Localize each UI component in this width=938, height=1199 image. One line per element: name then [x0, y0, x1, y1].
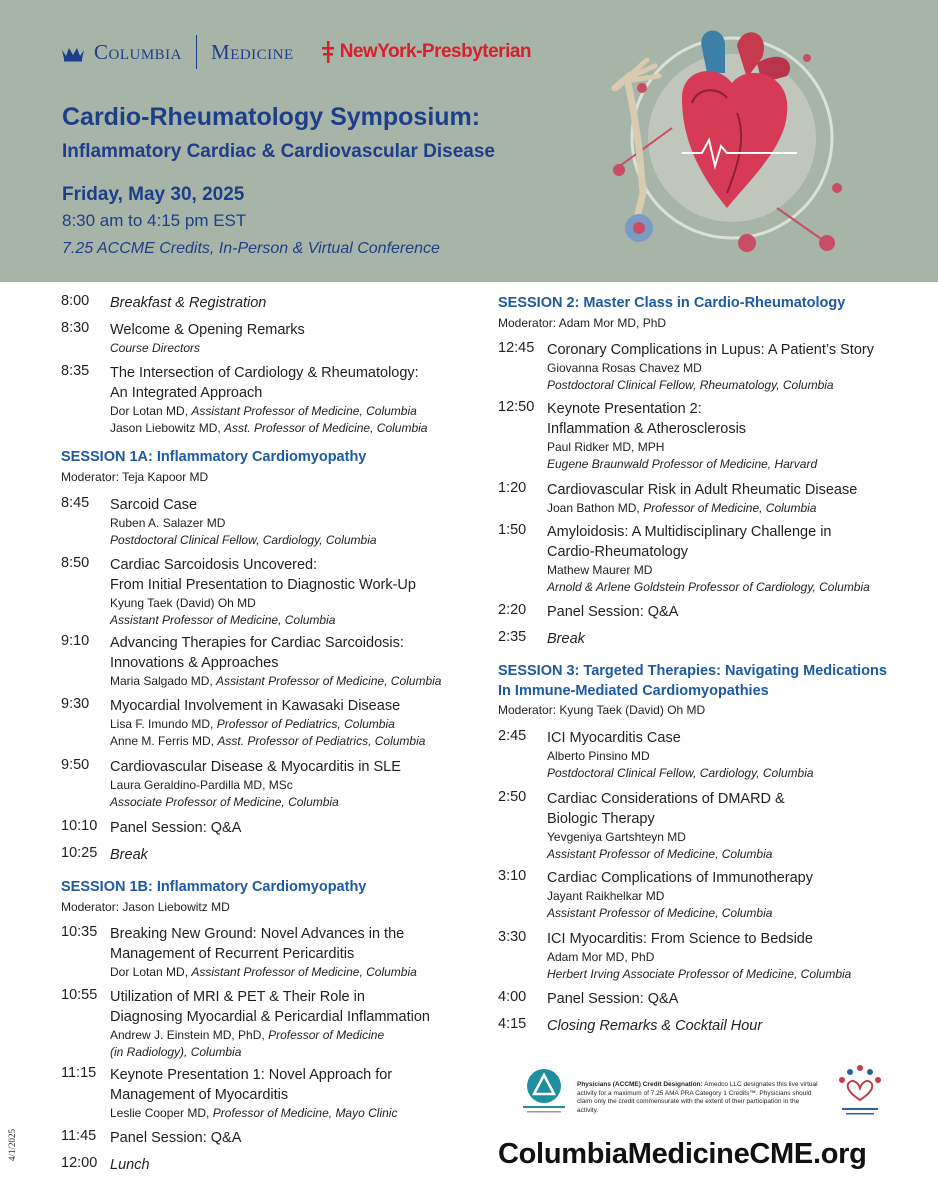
logo-divider	[196, 35, 197, 69]
agenda-title: Cardiac Complications of Immunotherapy	[547, 870, 813, 886]
agenda-title: Closing Remarks & Cocktail Hour	[547, 1018, 763, 1034]
agenda-role: Assistant Professor of Medicine, Columbia	[216, 674, 442, 688]
agenda-role: Postdoctoral Clinical Fellow, Cardiology, Columbia	[110, 533, 377, 547]
agenda-role: Arnold & Arlene Goldstein Professor of Cardiology, Columbia	[547, 580, 870, 594]
agenda-time: 11:15	[61, 1065, 97, 1081]
print-date: 4/1/2025	[7, 1129, 17, 1162]
agenda-time: 8:35	[61, 363, 90, 379]
agenda-speaker: Course Directors	[110, 341, 201, 355]
crown-icon	[60, 42, 86, 62]
agenda-title: Cardiovascular Risk in Adult Rheumatic Disease	[547, 482, 858, 498]
agenda-time: 12:50	[498, 399, 535, 415]
agenda-role: Asst. Professor of Pediatrics, Columbia	[217, 734, 426, 748]
agenda-speaker: Joan Bathon MD,	[547, 501, 644, 515]
agenda-title: Panel Session: Q&A	[110, 820, 242, 836]
agenda-role: Assistant Professor of Medicine, Columbia	[191, 965, 417, 979]
session-title: SESSION 3: Targeted Therapies: Navigating Medications	[498, 663, 887, 679]
agenda-title: Keynote Presentation 2:	[547, 401, 702, 417]
agenda-time: 2:50	[498, 789, 527, 805]
medicine-logo-text: Medicine	[211, 39, 294, 64]
agenda-time: 10:55	[61, 987, 98, 1003]
agenda-speaker: Mathew Maurer MD	[547, 563, 653, 577]
agenda-speaker: Ruben A. Salazer MD	[110, 516, 226, 530]
website-url[interactable]: ColumbiaMedicineCME.org	[498, 1138, 867, 1170]
joint-accreditation-logo	[515, 1066, 573, 1116]
agenda-title: Myocardial Involvement in Kawasaki Disease	[110, 698, 401, 714]
agenda-speaker: Dor Lotan MD,	[110, 404, 192, 418]
agenda-time: 4:15	[498, 1016, 527, 1032]
agenda-time: 8:45	[61, 495, 90, 511]
agenda-title: Panel Session: Q&A	[547, 604, 679, 620]
agenda-time: 3:30	[498, 929, 527, 945]
agenda-role: Assistant Professor of Medicine, Columbia	[547, 847, 773, 861]
page-title: Cardio-Rheumatology Symposium:	[62, 103, 481, 131]
accreditation-label: Physicians (ACCME) Credit Designation:	[577, 1081, 703, 1088]
event-credits: 7.25 ACCME Credits, In-Person & Virtual Conference	[62, 240, 440, 257]
agenda-time: 12:45	[498, 340, 535, 356]
agenda-speaker: Yevgeniya Gartshteyn MD	[547, 830, 686, 844]
agenda-title: Amyloidosis: A Multidisciplinary Challenge in	[547, 524, 832, 540]
agenda-speaker: Kyung Taek (David) Oh MD	[110, 596, 256, 610]
agenda-title-cont: Cardio-Rheumatology	[547, 544, 689, 560]
agenda-role: Professor of Medicine	[268, 1028, 385, 1042]
agenda-time: 9:30	[61, 696, 90, 712]
event-time: 8:30 am to 4:15 pm EST	[62, 211, 247, 230]
agenda-role: Postdoctoral Clinical Fellow, Cardiology, Columbia	[547, 766, 814, 780]
agenda-speaker: Jason Liebowitz MD,	[110, 421, 225, 435]
agenda-title: Panel Session: Q&A	[547, 991, 679, 1007]
agenda-time: 2:35	[498, 629, 527, 645]
agenda-speaker: Jayant Raikhelkar MD	[547, 889, 665, 903]
agenda-title-cont: Management of Myocarditis	[110, 1087, 289, 1103]
agenda-title: Advancing Therapies for Cardiac Sarcoidosis:	[110, 635, 404, 651]
agenda-time: 2:20	[498, 602, 527, 618]
agenda-title: Utilization of MRI & PET & Their Role in	[110, 989, 365, 1005]
agenda-time: 9:10	[61, 633, 90, 649]
agenda-time: 2:45	[498, 728, 527, 744]
agenda-title: ICI Myocarditis: From Science to Bedside	[547, 931, 813, 947]
agenda-speaker: Paul Ridker MD, MPH	[547, 440, 665, 454]
agenda-time: 8:00	[61, 293, 90, 309]
agenda-title: Cardiac Sarcoidosis Uncovered:	[110, 557, 318, 573]
myocarditis-foundation-logo	[830, 1060, 890, 1120]
agenda-time: 8:50	[61, 555, 90, 571]
columbia-logo-text: Columbia	[94, 39, 183, 64]
agenda-speaker: Leslie Cooper MD,	[110, 1106, 213, 1120]
agenda-title-cont: Biologic Therapy	[547, 811, 655, 827]
agenda-title-cont: Diagnosing Myocardial & Pericardial Inflammation	[110, 1009, 430, 1025]
agenda-role: Professor of Pediatrics, Columbia	[216, 717, 395, 731]
agenda-time: 1:50	[498, 522, 527, 538]
agenda-role: Professor of Medicine, Mayo Clinic	[212, 1106, 398, 1120]
agenda-role: Assistant Professor of Medicine, Columbia	[110, 613, 336, 627]
agenda-role: Professor of Medicine, Columbia	[643, 501, 817, 515]
header-banner	[0, 0, 938, 282]
session-title-cont: In Immune-Mediated Cardiomyopathies	[498, 683, 769, 699]
agenda-time: 12:00	[61, 1155, 98, 1171]
accreditation-statement	[577, 1081, 822, 1115]
session-moderator: Moderator: Teja Kapoor MD	[61, 470, 209, 484]
nyp-logo	[322, 41, 531, 63]
session-moderator: Moderator: Kyung Taek (David) Oh MD	[498, 703, 706, 717]
agenda-speaker: Adam Mor MD, PhD	[547, 950, 655, 964]
agenda-title: Cardiovascular Disease & Myocarditis in SLE	[110, 759, 401, 775]
nyp-logo-text: NewYork-Presbyterian	[339, 41, 532, 62]
logo-row	[60, 34, 531, 70]
agenda-title: Break	[547, 631, 585, 647]
agenda-title: Sarcoid Case	[110, 497, 198, 513]
agenda-title: Lunch	[110, 1157, 150, 1173]
agenda-speaker: Dor Lotan MD,	[110, 965, 192, 979]
page-subtitle: Inflammatory Cardiac & Cardiovascular Disease	[62, 141, 495, 162]
agenda-time: 3:10	[498, 868, 527, 884]
agenda-time: 10:10	[61, 818, 98, 834]
agenda-title-cont: From Initial Presentation to Diagnostic Work-Up	[110, 577, 416, 593]
agenda-speaker: Alberto Pinsino MD	[547, 749, 650, 763]
agenda-title-cont: Innovations & Approaches	[110, 655, 279, 671]
agenda-time: 9:50	[61, 757, 90, 773]
agenda-role: Associate Professor of Medicine, Columbia	[110, 795, 339, 809]
agenda-title-cont: An Integrated Approach	[110, 385, 263, 401]
agenda-title-cont: Inflammation & Atherosclerosis	[547, 421, 747, 437]
agenda-title: The Intersection of Cardiology & Rheumatology:	[110, 365, 419, 381]
agenda-role: Assistant Professor of Medicine, Columbia	[191, 404, 417, 418]
agenda-title: Coronary Complications in Lupus: A Patient’s Story	[547, 342, 874, 358]
agenda-time: 10:25	[61, 845, 98, 861]
agenda-title: Breakfast & Registration	[110, 295, 267, 311]
agenda-role: Postdoctoral Clinical Fellow, Rheumatology, Columbia	[547, 378, 834, 392]
agenda-role: Herbert Irving Associate Professor of Medicine, Columbia	[547, 967, 852, 981]
agenda-title: Break	[110, 847, 148, 863]
event-date: Friday, May 30, 2025	[62, 184, 245, 205]
nyp-mark-icon	[322, 41, 336, 63]
agenda-time: 4:00	[498, 989, 527, 1005]
agenda-title: Keynote Presentation 1: Novel Approach for	[110, 1067, 393, 1083]
agenda-title: Cardiac Considerations of DMARD &	[547, 791, 785, 807]
agenda-speaker: Laura Geraldino-Pardilla MD, MSc	[110, 778, 293, 792]
agenda-title: Welcome & Opening Remarks	[110, 322, 305, 338]
agenda-time: 10:35	[61, 924, 98, 940]
agenda-role: Assistant Professor of Medicine, Columbia	[547, 906, 773, 920]
agenda-speaker: Lisa F. Imundo MD,	[110, 717, 217, 731]
agenda-time: 11:45	[61, 1128, 97, 1144]
session-title: SESSION 1B: Inflammatory Cardiomyopathy	[61, 879, 367, 895]
agenda-title: Breaking New Ground: Novel Advances in the	[110, 926, 405, 942]
agenda-speaker: Maria Salgado MD,	[110, 674, 217, 688]
agenda-role-cont: (in Radiology), Columbia	[110, 1045, 242, 1059]
session-title: SESSION 1A: Inflammatory Cardiomyopathy	[61, 449, 367, 465]
agenda-speaker: Andrew J. Einstein MD, PhD,	[110, 1028, 269, 1042]
agenda-role: Asst. Professor of Medicine, Columbia	[224, 421, 428, 435]
heart-illustration	[597, 18, 852, 266]
session-title: SESSION 2: Master Class in Cardio-Rheumatology	[498, 295, 846, 311]
agenda-speaker: Giovanna Rosas Chavez MD	[547, 361, 702, 375]
accreditation-text: Amedco LLC designates this live virtual activity for a maximum of 7.25 AMA PRA Category 1 Credits™. Physicians should claim only the credit commensurate with the extent of their participation in the activity.	[577, 1081, 818, 1114]
agenda-time: 1:20	[498, 480, 527, 496]
agenda-role: Eugene Braunwald Professor of Medicine, Harvard	[547, 457, 818, 471]
agenda-title-cont: Management of Recurrent Pericarditis	[110, 946, 355, 962]
session-moderator: Moderator: Jason Liebowitz MD	[61, 900, 230, 914]
agenda-speaker: Anne M. Ferris MD,	[110, 734, 218, 748]
agenda-title: ICI Myocarditis Case	[547, 730, 681, 746]
agenda-title: Panel Session: Q&A	[110, 1130, 242, 1146]
agenda-time: 8:30	[61, 320, 90, 336]
session-moderator: Moderator: Adam Mor MD, PhD	[498, 316, 667, 330]
